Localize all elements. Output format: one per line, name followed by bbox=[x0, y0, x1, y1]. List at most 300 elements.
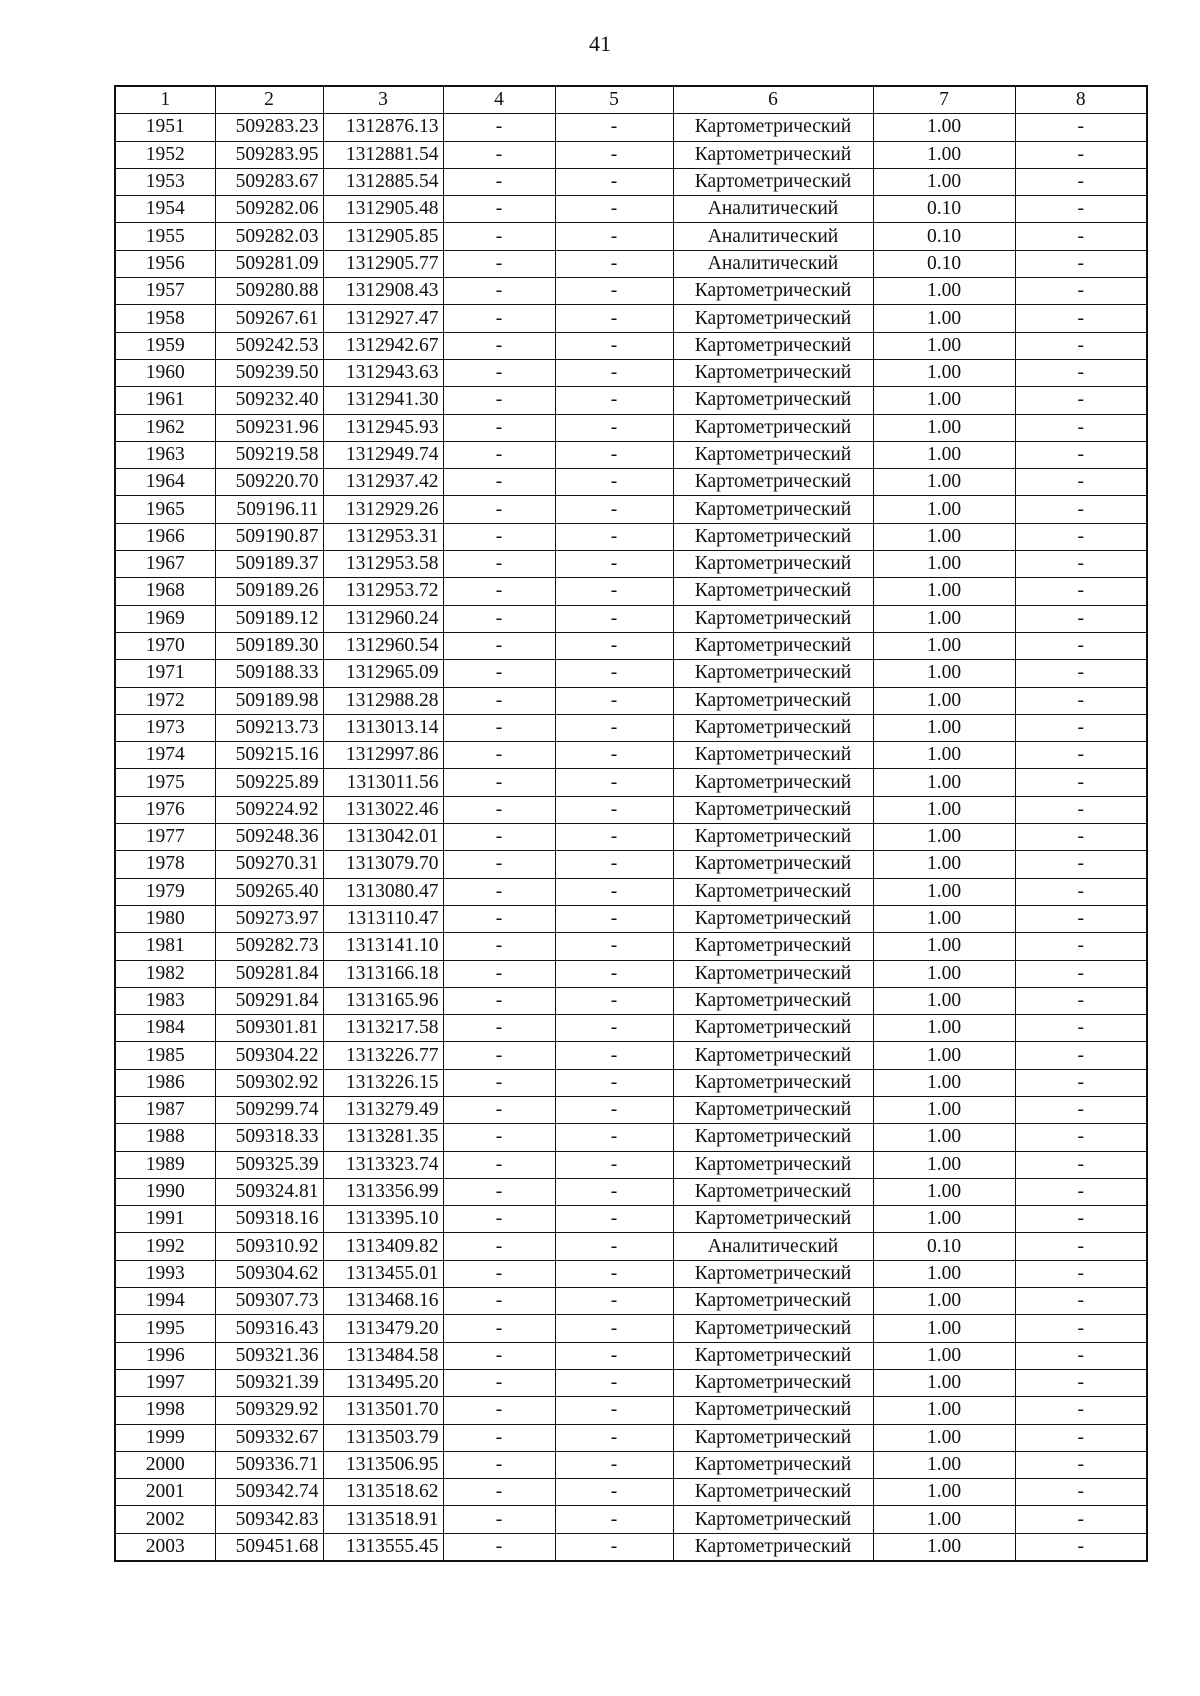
column-4-cell: - bbox=[443, 1151, 555, 1178]
x-coordinate-cell: 509215.16 bbox=[215, 742, 323, 769]
y-coordinate-cell: 1312997.86 bbox=[323, 742, 443, 769]
table-row bbox=[115, 223, 1147, 250]
method-cell: Картометрический bbox=[673, 1260, 873, 1287]
table-row bbox=[115, 523, 1147, 550]
accuracy-cell: 1.00 bbox=[873, 605, 1015, 632]
x-coordinate-cell: 509291.84 bbox=[215, 987, 323, 1014]
point-number-cell: 1953 bbox=[115, 168, 215, 195]
accuracy-cell: 1.00 bbox=[873, 714, 1015, 741]
column-8-cell: - bbox=[1015, 1533, 1147, 1561]
y-coordinate-cell: 1313217.58 bbox=[323, 1015, 443, 1042]
method-cell: Картометрический bbox=[673, 414, 873, 441]
point-number-cell: 1995 bbox=[115, 1315, 215, 1342]
column-header: 6 bbox=[673, 86, 873, 114]
accuracy-cell: 1.00 bbox=[873, 905, 1015, 932]
y-coordinate-cell: 1312960.24 bbox=[323, 605, 443, 632]
column-4-cell: - bbox=[443, 687, 555, 714]
column-4-cell: - bbox=[443, 1178, 555, 1205]
table-row bbox=[115, 1096, 1147, 1123]
method-cell: Картометрический bbox=[673, 605, 873, 632]
x-coordinate-cell: 509189.26 bbox=[215, 578, 323, 605]
method-cell: Картометрический bbox=[673, 1178, 873, 1205]
accuracy-cell: 1.00 bbox=[873, 359, 1015, 386]
column-8-cell: - bbox=[1015, 1369, 1147, 1396]
column-4-cell: - bbox=[443, 1206, 555, 1233]
x-coordinate-cell: 509213.73 bbox=[215, 714, 323, 741]
accuracy-cell: 1.00 bbox=[873, 1069, 1015, 1096]
x-coordinate-cell: 509188.33 bbox=[215, 660, 323, 687]
column-5-cell: - bbox=[555, 905, 673, 932]
table-row bbox=[115, 250, 1147, 277]
x-coordinate-cell: 509189.12 bbox=[215, 605, 323, 632]
x-coordinate-cell: 509316.43 bbox=[215, 1315, 323, 1342]
column-5-cell: - bbox=[555, 523, 673, 550]
page-number: 41 bbox=[589, 31, 611, 56]
column-4-cell: - bbox=[443, 1451, 555, 1478]
point-number-cell: 1968 bbox=[115, 578, 215, 605]
column-4-cell: - bbox=[443, 1479, 555, 1506]
x-coordinate-cell: 509283.23 bbox=[215, 114, 323, 141]
column-4-cell: - bbox=[443, 359, 555, 386]
y-coordinate-cell: 1313518.91 bbox=[323, 1506, 443, 1533]
table-row bbox=[115, 114, 1147, 141]
column-5-cell: - bbox=[555, 496, 673, 523]
column-8-cell: - bbox=[1015, 1451, 1147, 1478]
column-8-cell: - bbox=[1015, 114, 1147, 141]
point-number-cell: 1998 bbox=[115, 1397, 215, 1424]
y-coordinate-cell: 1312929.26 bbox=[323, 496, 443, 523]
table-row bbox=[115, 1178, 1147, 1205]
column-5-cell: - bbox=[555, 824, 673, 851]
method-cell: Картометрический bbox=[673, 1533, 873, 1561]
method-cell: Картометрический bbox=[673, 1151, 873, 1178]
table-row bbox=[115, 578, 1147, 605]
column-4-cell: - bbox=[443, 196, 555, 223]
point-number-cell: 1980 bbox=[115, 905, 215, 932]
table-row bbox=[115, 1315, 1147, 1342]
column-5-cell: - bbox=[555, 441, 673, 468]
method-cell: Картометрический bbox=[673, 1342, 873, 1369]
accuracy-cell: 1.00 bbox=[873, 332, 1015, 359]
point-number-cell: 1963 bbox=[115, 441, 215, 468]
point-number-cell: 1986 bbox=[115, 1069, 215, 1096]
column-5-cell: - bbox=[555, 769, 673, 796]
table-body bbox=[115, 114, 1147, 1561]
column-4-cell: - bbox=[443, 551, 555, 578]
column-4-cell: - bbox=[443, 1533, 555, 1561]
point-number-cell: 1991 bbox=[115, 1206, 215, 1233]
method-cell: Картометрический bbox=[673, 305, 873, 332]
column-5-cell: - bbox=[555, 250, 673, 277]
column-5-cell: - bbox=[555, 223, 673, 250]
column-8-cell: - bbox=[1015, 387, 1147, 414]
y-coordinate-cell: 1312943.63 bbox=[323, 359, 443, 386]
accuracy-cell: 1.00 bbox=[873, 414, 1015, 441]
point-number-cell: 1965 bbox=[115, 496, 215, 523]
column-4-cell: - bbox=[443, 960, 555, 987]
accuracy-cell: 1.00 bbox=[873, 987, 1015, 1014]
x-coordinate-cell: 509304.22 bbox=[215, 1042, 323, 1069]
table-row bbox=[115, 605, 1147, 632]
column-8-cell: - bbox=[1015, 905, 1147, 932]
y-coordinate-cell: 1313141.10 bbox=[323, 933, 443, 960]
column-5-cell: - bbox=[555, 359, 673, 386]
x-coordinate-cell: 509307.73 bbox=[215, 1288, 323, 1315]
table-row bbox=[115, 1451, 1147, 1478]
x-coordinate-cell: 509318.16 bbox=[215, 1206, 323, 1233]
table-row bbox=[115, 796, 1147, 823]
table-row bbox=[115, 305, 1147, 332]
column-4-cell: - bbox=[443, 1042, 555, 1069]
method-cell: Картометрический bbox=[673, 1096, 873, 1123]
y-coordinate-cell: 1312941.30 bbox=[323, 387, 443, 414]
point-number-cell: 1964 bbox=[115, 469, 215, 496]
accuracy-cell: 1.00 bbox=[873, 523, 1015, 550]
column-4-cell: - bbox=[443, 578, 555, 605]
method-cell: Картометрический bbox=[673, 824, 873, 851]
column-8-cell: - bbox=[1015, 305, 1147, 332]
column-8-cell: - bbox=[1015, 578, 1147, 605]
method-cell: Картометрический bbox=[673, 905, 873, 932]
y-coordinate-cell: 1313503.79 bbox=[323, 1424, 443, 1451]
y-coordinate-cell: 1312927.47 bbox=[323, 305, 443, 332]
method-cell: Картометрический bbox=[673, 1424, 873, 1451]
accuracy-cell: 1.00 bbox=[873, 742, 1015, 769]
point-number-cell: 1988 bbox=[115, 1124, 215, 1151]
y-coordinate-cell: 1312905.85 bbox=[323, 223, 443, 250]
y-coordinate-cell: 1313455.01 bbox=[323, 1260, 443, 1287]
column-8-cell: - bbox=[1015, 414, 1147, 441]
table-row bbox=[115, 168, 1147, 195]
column-4-cell: - bbox=[443, 933, 555, 960]
column-5-cell: - bbox=[555, 196, 673, 223]
y-coordinate-cell: 1313011.56 bbox=[323, 769, 443, 796]
accuracy-cell: 1.00 bbox=[873, 141, 1015, 168]
x-coordinate-cell: 509336.71 bbox=[215, 1451, 323, 1478]
y-coordinate-cell: 1313506.95 bbox=[323, 1451, 443, 1478]
point-number-cell: 1997 bbox=[115, 1369, 215, 1396]
method-cell: Картометрический bbox=[673, 469, 873, 496]
method-cell: Картометрический bbox=[673, 1479, 873, 1506]
column-8-cell: - bbox=[1015, 742, 1147, 769]
table-row bbox=[115, 332, 1147, 359]
column-5-cell: - bbox=[555, 1206, 673, 1233]
point-number-cell: 1984 bbox=[115, 1015, 215, 1042]
column-5-cell: - bbox=[555, 632, 673, 659]
accuracy-cell: 1.00 bbox=[873, 1479, 1015, 1506]
point-number-cell: 1969 bbox=[115, 605, 215, 632]
column-8-cell: - bbox=[1015, 796, 1147, 823]
method-cell: Картометрический bbox=[673, 523, 873, 550]
x-coordinate-cell: 509282.73 bbox=[215, 933, 323, 960]
column-5-cell: - bbox=[555, 1451, 673, 1478]
y-coordinate-cell: 1313518.62 bbox=[323, 1479, 443, 1506]
column-5-cell: - bbox=[555, 1151, 673, 1178]
column-4-cell: - bbox=[443, 632, 555, 659]
accuracy-cell: 1.00 bbox=[873, 1342, 1015, 1369]
y-coordinate-cell: 1313484.58 bbox=[323, 1342, 443, 1369]
table-row bbox=[115, 387, 1147, 414]
column-8-cell: - bbox=[1015, 987, 1147, 1014]
accuracy-cell: 1.00 bbox=[873, 114, 1015, 141]
column-8-cell: - bbox=[1015, 523, 1147, 550]
x-coordinate-cell: 509220.70 bbox=[215, 469, 323, 496]
table-row bbox=[115, 905, 1147, 932]
column-8-cell: - bbox=[1015, 1124, 1147, 1151]
accuracy-cell: 1.00 bbox=[873, 551, 1015, 578]
method-cell: Картометрический bbox=[673, 1397, 873, 1424]
y-coordinate-cell: 1312953.31 bbox=[323, 523, 443, 550]
y-coordinate-cell: 1313555.45 bbox=[323, 1533, 443, 1561]
column-4-cell: - bbox=[443, 1260, 555, 1287]
accuracy-cell: 1.00 bbox=[873, 578, 1015, 605]
column-8-cell: - bbox=[1015, 851, 1147, 878]
column-8-cell: - bbox=[1015, 1424, 1147, 1451]
column-4-cell: - bbox=[443, 905, 555, 932]
y-coordinate-cell: 1313356.99 bbox=[323, 1178, 443, 1205]
table-row bbox=[115, 714, 1147, 741]
column-4-cell: - bbox=[443, 114, 555, 141]
method-cell: Картометрический bbox=[673, 1506, 873, 1533]
column-5-cell: - bbox=[555, 387, 673, 414]
y-coordinate-cell: 1312905.48 bbox=[323, 196, 443, 223]
column-8-cell: - bbox=[1015, 933, 1147, 960]
accuracy-cell: 1.00 bbox=[873, 1369, 1015, 1396]
column-4-cell: - bbox=[443, 441, 555, 468]
x-coordinate-cell: 509332.67 bbox=[215, 1424, 323, 1451]
table-row bbox=[115, 469, 1147, 496]
method-cell: Картометрический bbox=[673, 742, 873, 769]
point-number-cell: 1993 bbox=[115, 1260, 215, 1287]
point-number-cell: 1962 bbox=[115, 414, 215, 441]
column-4-cell: - bbox=[443, 141, 555, 168]
column-5-cell: - bbox=[555, 141, 673, 168]
method-cell: Картометрический bbox=[673, 796, 873, 823]
point-number-cell: 2000 bbox=[115, 1451, 215, 1478]
y-coordinate-cell: 1312885.54 bbox=[323, 168, 443, 195]
accuracy-cell: 1.00 bbox=[873, 878, 1015, 905]
point-number-cell: 1960 bbox=[115, 359, 215, 386]
y-coordinate-cell: 1312960.54 bbox=[323, 632, 443, 659]
method-cell: Картометрический bbox=[673, 1315, 873, 1342]
table-row bbox=[115, 1369, 1147, 1396]
y-coordinate-cell: 1313079.70 bbox=[323, 851, 443, 878]
column-4-cell: - bbox=[443, 878, 555, 905]
column-8-cell: - bbox=[1015, 878, 1147, 905]
column-8-cell: - bbox=[1015, 168, 1147, 195]
table-row bbox=[115, 1506, 1147, 1533]
method-cell: Картометрический bbox=[673, 551, 873, 578]
table-row bbox=[115, 660, 1147, 687]
y-coordinate-cell: 1312908.43 bbox=[323, 278, 443, 305]
accuracy-cell: 0.10 bbox=[873, 250, 1015, 277]
column-5-cell: - bbox=[555, 1260, 673, 1287]
point-number-cell: 1959 bbox=[115, 332, 215, 359]
accuracy-cell: 1.00 bbox=[873, 278, 1015, 305]
point-number-cell: 1974 bbox=[115, 742, 215, 769]
point-number-cell: 1951 bbox=[115, 114, 215, 141]
y-coordinate-cell: 1313226.15 bbox=[323, 1069, 443, 1096]
column-4-cell: - bbox=[443, 714, 555, 741]
column-header: 7 bbox=[873, 86, 1015, 114]
column-8-cell: - bbox=[1015, 1233, 1147, 1260]
column-5-cell: - bbox=[555, 796, 673, 823]
y-coordinate-cell: 1313323.74 bbox=[323, 1151, 443, 1178]
y-coordinate-cell: 1312942.67 bbox=[323, 332, 443, 359]
x-coordinate-cell: 509321.36 bbox=[215, 1342, 323, 1369]
column-8-cell: - bbox=[1015, 1042, 1147, 1069]
accuracy-cell: 1.00 bbox=[873, 933, 1015, 960]
column-5-cell: - bbox=[555, 469, 673, 496]
column-header: 2 bbox=[215, 86, 323, 114]
column-4-cell: - bbox=[443, 742, 555, 769]
table-row bbox=[115, 1015, 1147, 1042]
y-coordinate-cell: 1312988.28 bbox=[323, 687, 443, 714]
column-8-cell: - bbox=[1015, 714, 1147, 741]
column-8-cell: - bbox=[1015, 359, 1147, 386]
accuracy-cell: 1.00 bbox=[873, 469, 1015, 496]
method-cell: Картометрический bbox=[673, 141, 873, 168]
column-8-cell: - bbox=[1015, 1151, 1147, 1178]
method-cell: Картометрический bbox=[673, 332, 873, 359]
column-5-cell: - bbox=[555, 1069, 673, 1096]
point-number-cell: 1977 bbox=[115, 824, 215, 851]
x-coordinate-cell: 509299.74 bbox=[215, 1096, 323, 1123]
accuracy-cell: 1.00 bbox=[873, 1015, 1015, 1042]
point-number-cell: 1958 bbox=[115, 305, 215, 332]
x-coordinate-cell: 509342.83 bbox=[215, 1506, 323, 1533]
column-8-cell: - bbox=[1015, 551, 1147, 578]
accuracy-cell: 1.00 bbox=[873, 660, 1015, 687]
y-coordinate-cell: 1312965.09 bbox=[323, 660, 443, 687]
column-5-cell: - bbox=[555, 714, 673, 741]
accuracy-cell: 1.00 bbox=[873, 1533, 1015, 1561]
column-5-cell: - bbox=[555, 578, 673, 605]
column-5-cell: - bbox=[555, 305, 673, 332]
column-8-cell: - bbox=[1015, 496, 1147, 523]
column-5-cell: - bbox=[555, 168, 673, 195]
point-number-cell: 1970 bbox=[115, 632, 215, 659]
table-row bbox=[115, 359, 1147, 386]
method-cell: Аналитический bbox=[673, 1233, 873, 1260]
column-8-cell: - bbox=[1015, 1260, 1147, 1287]
point-number-cell: 1978 bbox=[115, 851, 215, 878]
point-number-cell: 1982 bbox=[115, 960, 215, 987]
column-8-cell: - bbox=[1015, 441, 1147, 468]
column-4-cell: - bbox=[443, 332, 555, 359]
point-number-cell: 1990 bbox=[115, 1178, 215, 1205]
table-row bbox=[115, 1206, 1147, 1233]
method-cell: Картометрический bbox=[673, 278, 873, 305]
method-cell: Аналитический bbox=[673, 250, 873, 277]
x-coordinate-cell: 509224.92 bbox=[215, 796, 323, 823]
point-number-cell: 1981 bbox=[115, 933, 215, 960]
accuracy-cell: 1.00 bbox=[873, 796, 1015, 823]
column-5-cell: - bbox=[555, 1096, 673, 1123]
method-cell: Картометрический bbox=[673, 496, 873, 523]
point-number-cell: 1966 bbox=[115, 523, 215, 550]
table-row bbox=[115, 851, 1147, 878]
point-number-cell: 1996 bbox=[115, 1342, 215, 1369]
point-number-cell: 1955 bbox=[115, 223, 215, 250]
method-cell: Аналитический bbox=[673, 223, 873, 250]
column-5-cell: - bbox=[555, 1042, 673, 1069]
y-coordinate-cell: 1312945.93 bbox=[323, 414, 443, 441]
table-row bbox=[115, 687, 1147, 714]
column-8-cell: - bbox=[1015, 332, 1147, 359]
method-cell: Картометрический bbox=[673, 660, 873, 687]
accuracy-cell: 1.00 bbox=[873, 632, 1015, 659]
table-row bbox=[115, 987, 1147, 1014]
point-number-cell: 1957 bbox=[115, 278, 215, 305]
column-5-cell: - bbox=[555, 1178, 673, 1205]
x-coordinate-cell: 509265.40 bbox=[215, 878, 323, 905]
column-4-cell: - bbox=[443, 987, 555, 1014]
column-4-cell: - bbox=[443, 1369, 555, 1396]
column-5-cell: - bbox=[555, 742, 673, 769]
column-8-cell: - bbox=[1015, 660, 1147, 687]
y-coordinate-cell: 1312937.42 bbox=[323, 469, 443, 496]
table-row bbox=[115, 496, 1147, 523]
column-4-cell: - bbox=[443, 1288, 555, 1315]
column-4-cell: - bbox=[443, 414, 555, 441]
y-coordinate-cell: 1313495.20 bbox=[323, 1369, 443, 1396]
x-coordinate-cell: 509329.92 bbox=[215, 1397, 323, 1424]
x-coordinate-cell: 509190.87 bbox=[215, 523, 323, 550]
accuracy-cell: 1.00 bbox=[873, 1096, 1015, 1123]
point-number-cell: 1994 bbox=[115, 1288, 215, 1315]
column-4-cell: - bbox=[443, 469, 555, 496]
point-number-cell: 1971 bbox=[115, 660, 215, 687]
y-coordinate-cell: 1312905.77 bbox=[323, 250, 443, 277]
x-coordinate-cell: 509283.67 bbox=[215, 168, 323, 195]
column-5-cell: - bbox=[555, 1288, 673, 1315]
method-cell: Картометрический bbox=[673, 387, 873, 414]
column-5-cell: - bbox=[555, 1424, 673, 1451]
table-row bbox=[115, 414, 1147, 441]
accuracy-cell: 0.10 bbox=[873, 196, 1015, 223]
x-coordinate-cell: 509451.68 bbox=[215, 1533, 323, 1561]
accuracy-cell: 0.10 bbox=[873, 1233, 1015, 1260]
x-coordinate-cell: 509189.98 bbox=[215, 687, 323, 714]
table-row bbox=[115, 742, 1147, 769]
column-8-cell: - bbox=[1015, 769, 1147, 796]
method-cell: Картометрический bbox=[673, 960, 873, 987]
method-cell: Картометрический bbox=[673, 114, 873, 141]
table-row bbox=[115, 1342, 1147, 1369]
point-number-cell: 1992 bbox=[115, 1233, 215, 1260]
x-coordinate-cell: 509242.53 bbox=[215, 332, 323, 359]
column-5-cell: - bbox=[555, 278, 673, 305]
method-cell: Картометрический bbox=[673, 1069, 873, 1096]
x-coordinate-cell: 509281.84 bbox=[215, 960, 323, 987]
x-coordinate-cell: 509273.97 bbox=[215, 905, 323, 932]
x-coordinate-cell: 509219.58 bbox=[215, 441, 323, 468]
point-number-cell: 1967 bbox=[115, 551, 215, 578]
x-coordinate-cell: 509282.06 bbox=[215, 196, 323, 223]
point-number-cell: 2001 bbox=[115, 1479, 215, 1506]
y-coordinate-cell: 1312953.72 bbox=[323, 578, 443, 605]
point-number-cell: 1979 bbox=[115, 878, 215, 905]
x-coordinate-cell: 509318.33 bbox=[215, 1124, 323, 1151]
point-number-cell: 1952 bbox=[115, 141, 215, 168]
point-number-cell: 1956 bbox=[115, 250, 215, 277]
x-coordinate-cell: 509231.96 bbox=[215, 414, 323, 441]
method-cell: Картометрический bbox=[673, 769, 873, 796]
column-8-cell: - bbox=[1015, 141, 1147, 168]
column-8-cell: - bbox=[1015, 605, 1147, 632]
table-row bbox=[115, 1260, 1147, 1287]
